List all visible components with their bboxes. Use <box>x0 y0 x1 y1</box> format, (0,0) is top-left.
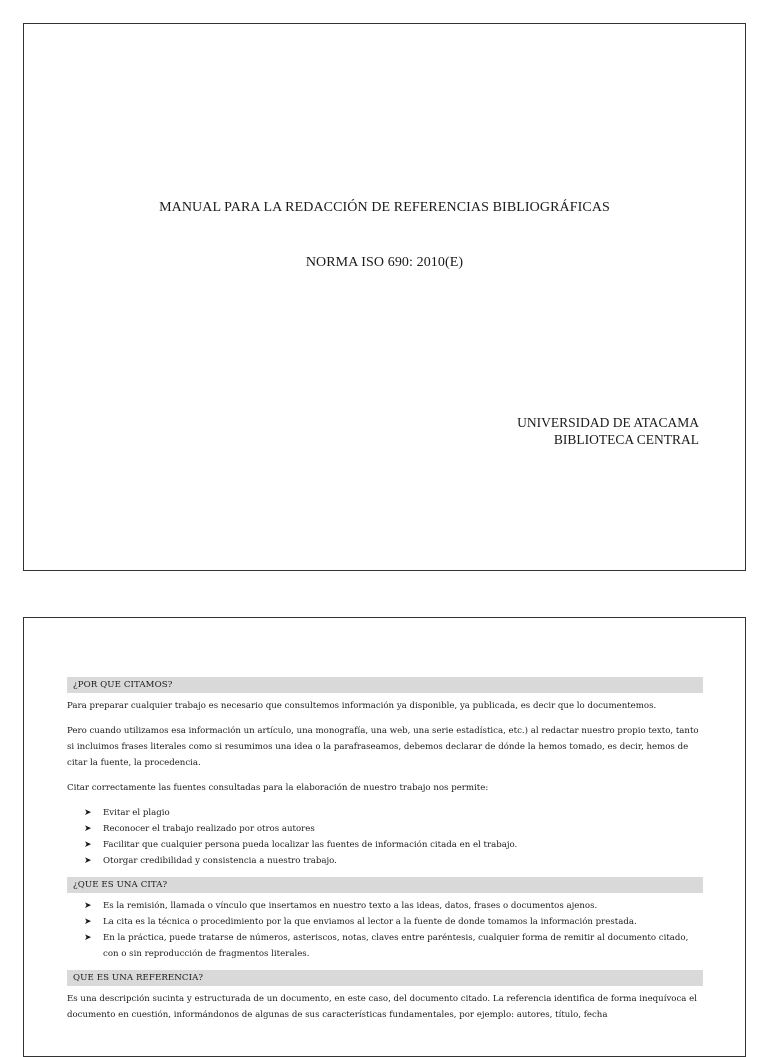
bullet-list <box>67 898 703 962</box>
list-item <box>67 914 703 930</box>
arrow-bullet-icon: ➤ <box>84 917 92 927</box>
list-item-text: La cita es la técnica o procedimiento por la que enviamos al lector a la fuente de donde tomamos la información prestada. <box>103 917 637 927</box>
list-item <box>67 837 703 853</box>
list-item-text: Otorgar credibilidad y consistencia a nuestro trabajo. <box>103 856 337 866</box>
list-item-text: Es la remisión, llamada o vínculo que insertamos en nuestro texto a las ideas, datos, frases o documentos ajenos. <box>103 901 598 911</box>
list-item-text: En la práctica, puede tratarse de números, asteriscos, notas, claves entre paréntesis, cualquier forma de remitir al documento citado, con o sin reproducción de fragmentos literales. <box>103 933 689 959</box>
paragraph: Pero cuando utilizamos esa información un artículo, una monografía, una web, una serie estadística, etc.) al redactar nuestro propio texto, tanto si incluimos frases literales como si resumimos una idea o la parafraseamos, debemos declarar de dónde la hemos tomado, es decir, hemos de citar la fuente, la procedencia. <box>67 726 699 768</box>
list-item <box>67 821 703 837</box>
cover-title: MANUAL PARA LA REDACCIÓN DE REFERENCIAS BIBLIOGRÁFICAS <box>159 200 610 215</box>
list-item <box>67 805 703 821</box>
list-item <box>67 930 703 962</box>
content-page <box>23 617 746 1057</box>
bullet-list <box>67 805 703 869</box>
cover-page <box>23 23 746 571</box>
arrow-bullet-icon: ➤ <box>84 901 92 911</box>
arrow-bullet-icon: ➤ <box>84 840 92 850</box>
university-name: UNIVERSIDAD DE ATACAMA <box>517 415 699 430</box>
paragraph: Para preparar cualquier trabajo es necesario que consultemos información ya disponible, ya publicada, es decir que lo documentemos. <box>67 701 657 711</box>
library-name: BIBLIOTECA CENTRAL <box>553 432 699 447</box>
section-heading-what-is-citation: ¿QUE ES UNA CITA? <box>67 877 703 893</box>
list-item <box>67 853 703 869</box>
section-heading-what-is-reference: QUE ES UNA REFERENCIA? <box>67 970 703 986</box>
page-content <box>67 677 703 1032</box>
arrow-bullet-icon: ➤ <box>84 856 92 866</box>
list-item-text: Reconocer el trabajo realizado por otros autores <box>103 824 315 834</box>
section-heading-why-cite: ¿POR QUE CITAMOS? <box>67 677 703 693</box>
list-item <box>67 898 703 914</box>
paragraph: Citar correctamente las fuentes consultadas para la elaboración de nuestro trabajo nos permite: <box>67 783 489 793</box>
cover-subtitle: NORMA ISO 690: 2010(E) <box>305 255 464 270</box>
arrow-bullet-icon: ➤ <box>84 808 92 818</box>
list-item-text: Facilitar que cualquier persona pueda localizar las fuentes de información citada en el trabajo. <box>103 840 518 850</box>
arrow-bullet-icon: ➤ <box>84 933 92 943</box>
paragraph: Es una descripción sucinta y estructurada de un documento, en este caso, del documento citado. La referencia identifica de forma inequívoca el documento en cuestión, informándonos de algunas de sus características fundamentales, por ejemplo: autores, título, fecha <box>67 994 697 1020</box>
arrow-bullet-icon: ➤ <box>84 824 92 834</box>
list-item-text: Evitar el plagio <box>103 808 170 818</box>
